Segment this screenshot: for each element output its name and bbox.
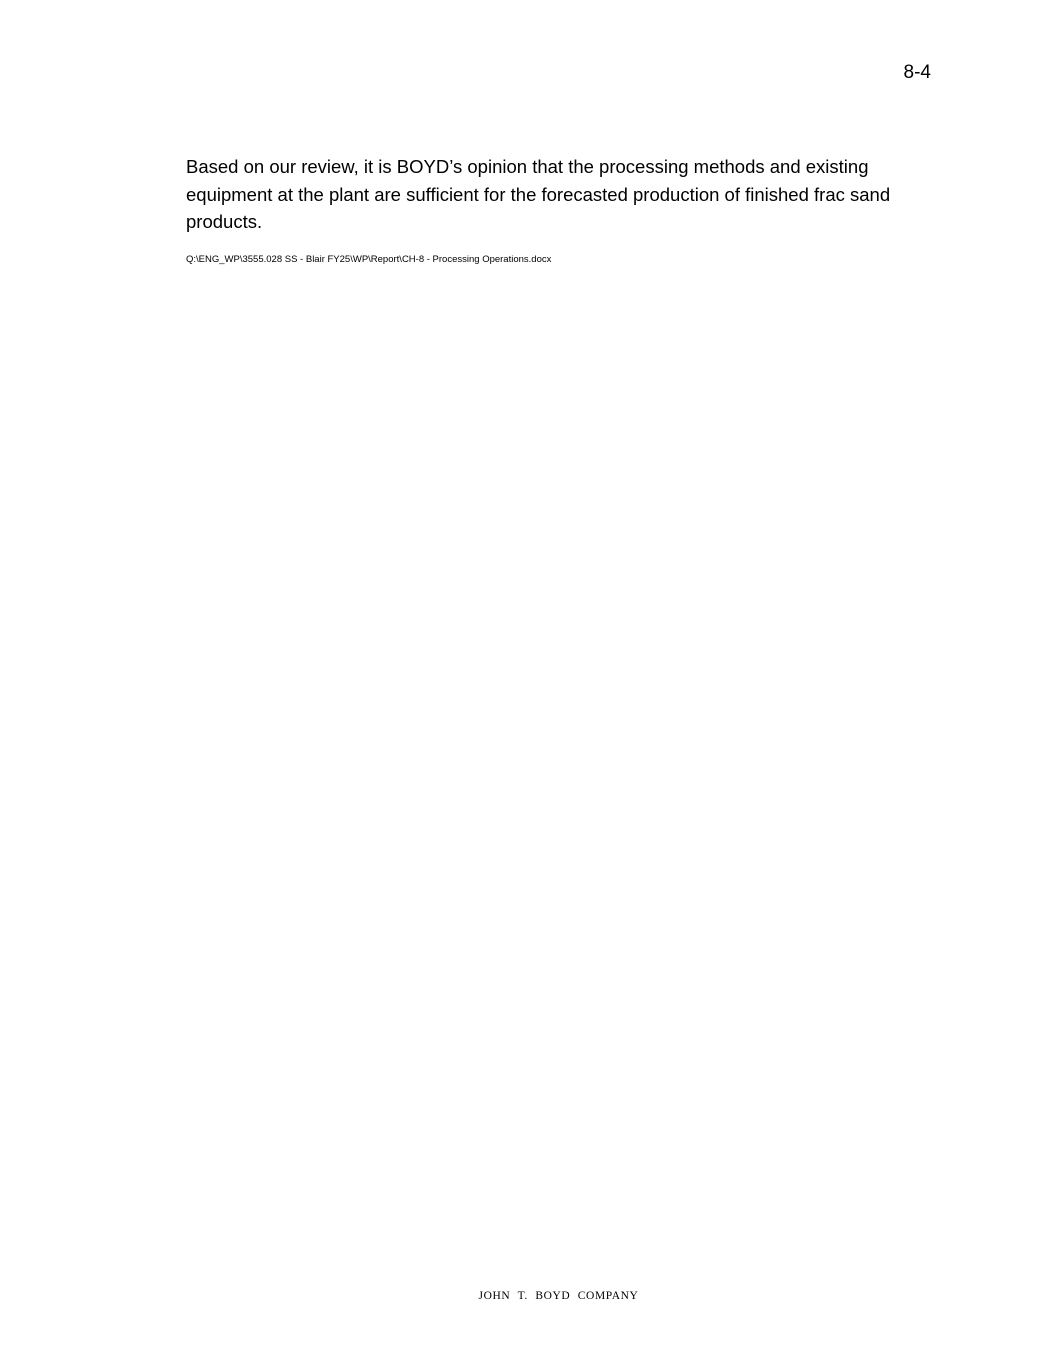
- footer-company-name: JOHN T. BOYD COMPANY: [478, 1290, 639, 1302]
- page-number: 8-4: [903, 62, 931, 83]
- document-file-path: Q:\ENG_WP\3555.028 SS - Blair FY25\WP\Report\CH-8 - Processing Operations.docx: [186, 254, 552, 265]
- body-paragraph: Based on our review, it is BOYD’s opinion that the processing methods and existing equipment at the plant are sufficient for the forecasted production of finished frac sand products.: [186, 156, 891, 232]
